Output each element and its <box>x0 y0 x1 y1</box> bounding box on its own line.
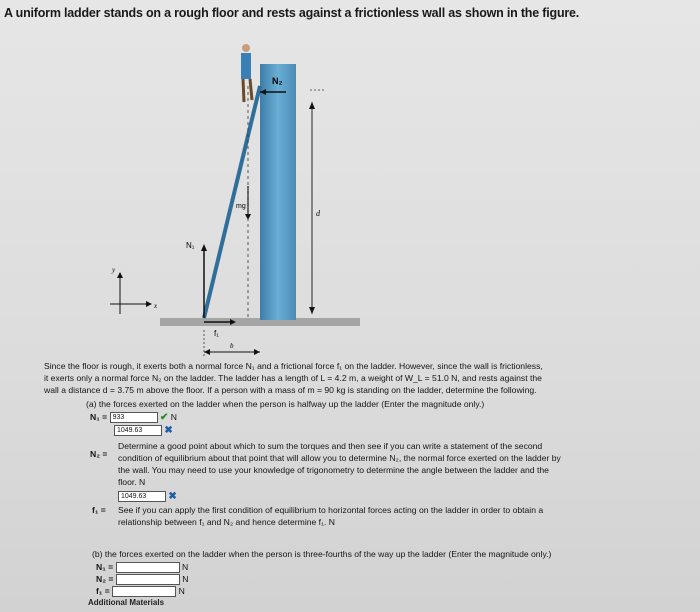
part-b-n2-input[interactable] <box>116 574 180 585</box>
n2-hint-line-3: the wall. You may need to use your knowledge of trigonometry to determine the angle between the ladder and the <box>118 465 549 475</box>
f1-label: f₁ = <box>92 505 106 515</box>
statement-line-1: Since the floor is rough, it exerts both a normal force N₁ and a frictional force f₁ on the ladder. However, since the wall is frictionless, <box>44 361 543 371</box>
n2-hint <box>118 440 688 488</box>
f1-hint-line-2: relationship between f₁ and N₂ and hence determine f₁. N <box>118 517 335 527</box>
part-b-f1-unit: N <box>178 586 185 596</box>
label-y: y <box>112 266 116 274</box>
part-b-n1-unit: N <box>181 562 189 572</box>
label-mg: mg <box>236 203 246 210</box>
part-b-n2-unit: N <box>182 574 189 584</box>
ladder <box>204 86 260 318</box>
additional-materials-link[interactable]: Additional Materials <box>88 598 165 607</box>
part-b-n1-input[interactable] <box>116 562 180 573</box>
part-b-f1-input[interactable] <box>112 586 176 597</box>
part-a-n1-row <box>90 411 177 424</box>
n1-input[interactable]: 933 <box>110 412 158 423</box>
label-n2: N₂ <box>272 76 283 86</box>
f1-hint <box>118 504 688 528</box>
n2-label: N₂ = <box>90 449 108 459</box>
wall <box>260 64 296 320</box>
n1-label: N₁ = <box>90 412 108 422</box>
part-a-prompt: (a) the forces exerted on the ladder when the person is halfway up the ladder (Enter the magnitude only.) <box>86 399 485 409</box>
incorrect-x-icon: ✖ <box>164 425 173 436</box>
part-b-n2-label: N₂ = <box>96 574 114 584</box>
part-b-prompt: (b) the forces exerted on the ladder when the person is three-fourths of the way up the ladder (Enter the magnitude only.) <box>92 549 552 559</box>
n2-hint-line-2: condition of equilibrium about that point that will allow you to determine N₂, the normal force exerted on the ladder by <box>118 453 561 463</box>
statement-line-3: wall a distance d = 3.75 m above the floor. If a person with a mass of m = 90 kg is standing on the ladder, determine the following. <box>44 385 537 395</box>
part-a-n2-row <box>90 448 107 460</box>
label-d: d <box>316 209 320 218</box>
part-b-n1-row <box>96 561 188 573</box>
incorrect-x-icon: ✖ <box>168 491 177 502</box>
label-n1: N₁ <box>186 241 195 250</box>
part-b-f1-label: f₁ = <box>96 586 110 596</box>
f1-input[interactable]: 1049.63 <box>118 491 166 502</box>
label-b: b <box>230 342 234 350</box>
n2-input[interactable]: 1049.63 <box>114 425 162 436</box>
part-a-n2-input-row <box>114 424 173 437</box>
label-x: x <box>154 302 158 310</box>
n1-unit: N <box>170 412 177 422</box>
statement-line-2: it exerts only a normal force N₂ on the ladder. The ladder has a length of L = 4.2 m, a weight of W_L = 51.0 N, and rests against the <box>44 373 542 383</box>
person-figure <box>241 44 252 102</box>
part-b-n2-row <box>96 573 188 585</box>
problem-statement <box>44 360 694 396</box>
part-b-n1-label: N₁ = <box>96 562 114 572</box>
n2-hint-line-1: Determine a good point about which to sum the torques and then see if you can write a statement of the second <box>118 441 543 451</box>
part-a-f1-row <box>92 504 106 516</box>
label-f1: f₁ <box>214 329 219 338</box>
correct-check-icon: ✔ <box>159 412 169 423</box>
problem-intro: A uniform ladder stands on a rough floor and rests against a frictionless wall as shown in the figure. <box>4 6 580 20</box>
part-b-f1-row <box>96 585 185 597</box>
f1-hint-line-1: See if you can apply the first condition of equilibrium to horizontal forces acting on the ladder in order to obtain a <box>118 505 544 515</box>
part-a-f1-input-row <box>118 490 177 503</box>
ladder-figure <box>100 26 400 366</box>
n2-hint-line-4: floor. N <box>118 477 146 487</box>
